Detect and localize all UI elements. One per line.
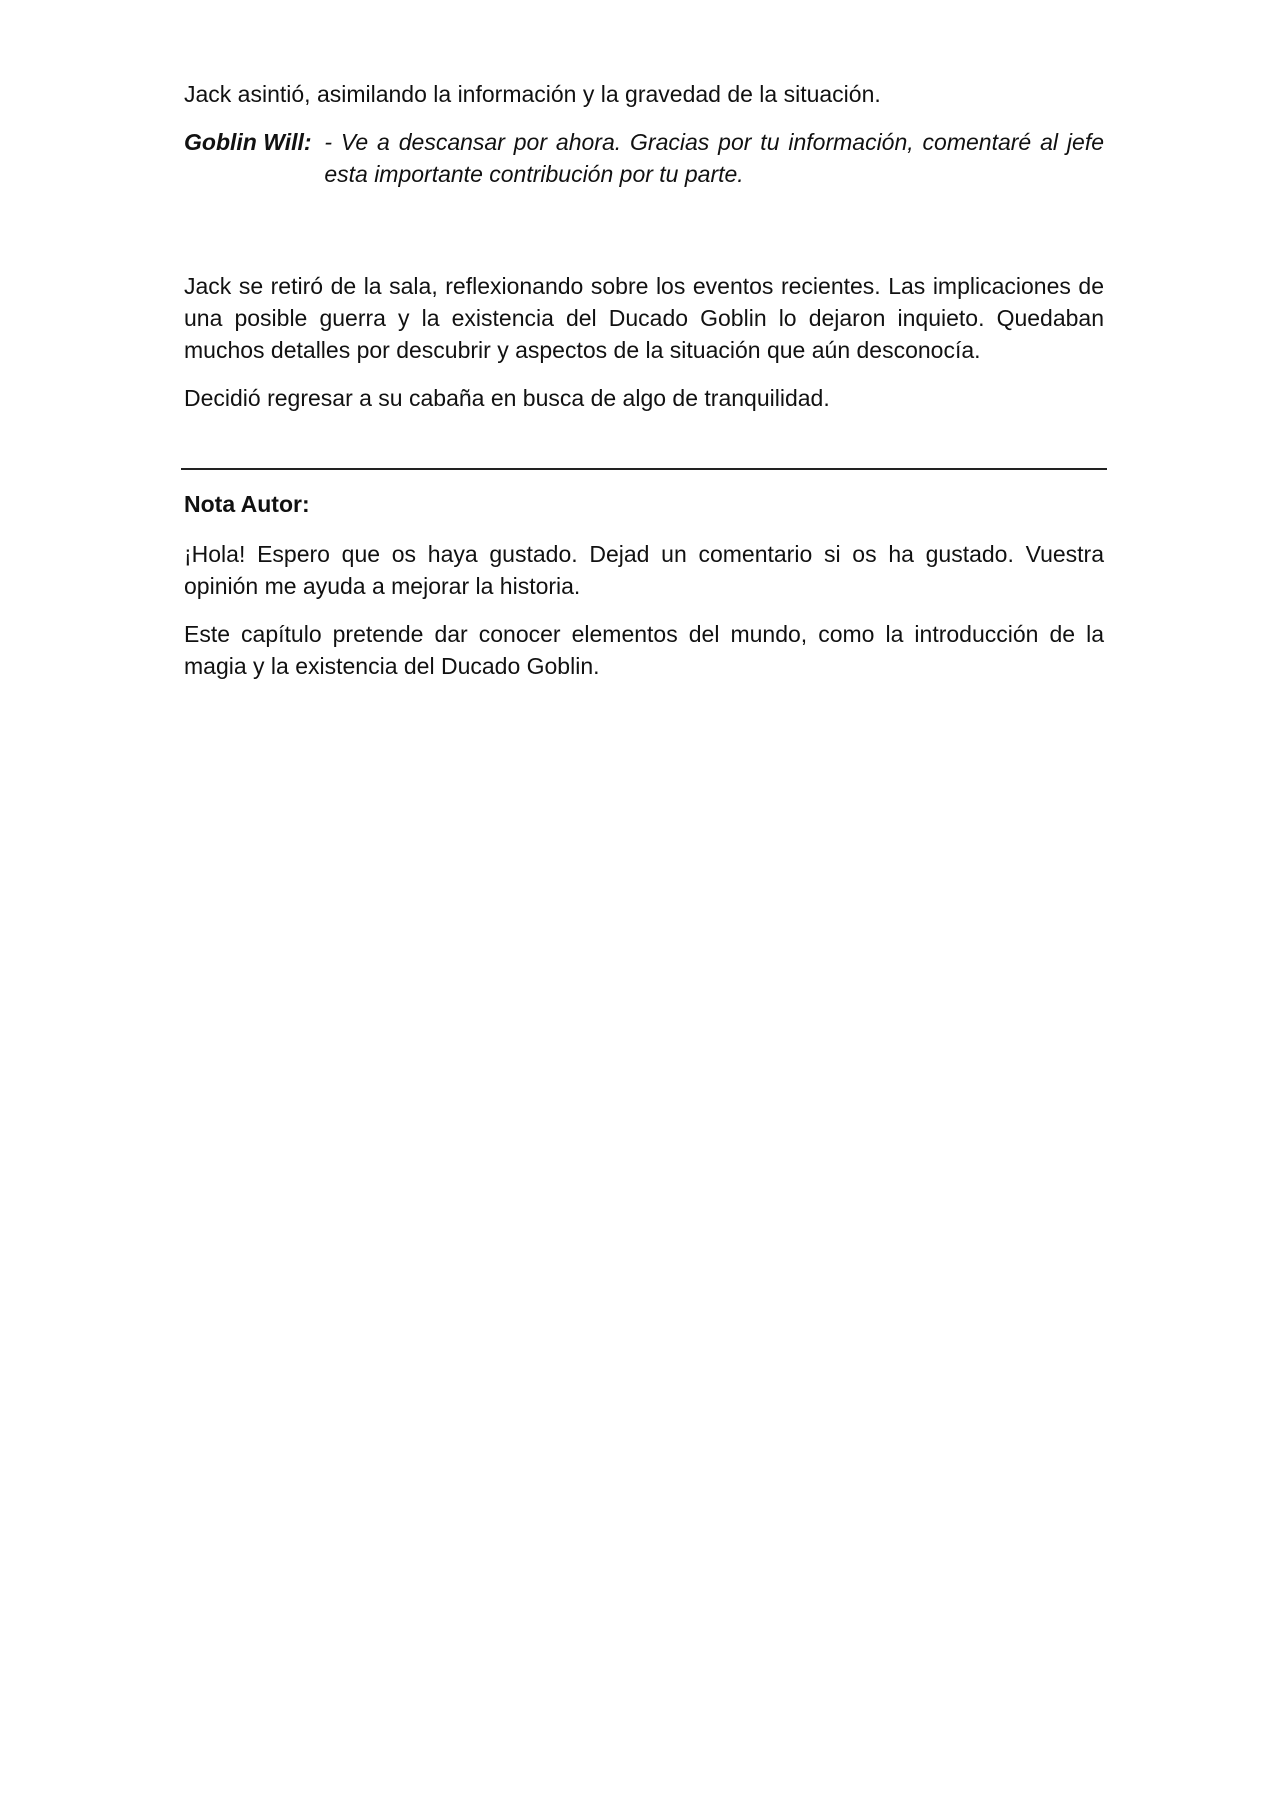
dialogue-gap bbox=[312, 126, 325, 190]
section-spacer bbox=[184, 206, 1104, 270]
author-note-title: Nota Autor: bbox=[184, 491, 310, 517]
story-paragraph-3: Decidió regresar a su cabaña en busca de algo de tranquilidad. bbox=[184, 385, 830, 411]
divider-spacer bbox=[184, 430, 1104, 468]
story-paragraph-2: Jack se retiró de la sala, reflexionando sobre los eventos recientes. Las implicaciones de una posible guerra y la existencia del Ducado Goblin lo dejaron inquieto. Quedaban muchos detalles por descubrir y aspectos de la situación que aún desconocía. bbox=[184, 273, 1104, 363]
author-note-paragraph-2: Este capítulo pretende dar conocer elementos del mundo, como la introducción de la magia y la existencia del Ducado Goblin. bbox=[184, 621, 1104, 679]
section-divider bbox=[181, 468, 1107, 470]
dialogue-line: - Ve a descansar por ahora. Gracias por tu información, comentaré al jefe esta importante contribución por tu parte. bbox=[324, 129, 1104, 187]
author-note-paragraph-1: ¡Hola! Espero que os haya gustado. Dejad un comentario si os ha gustado. Vuestra opinión me ayuda a mejorar la historia. bbox=[184, 541, 1104, 599]
story-paragraph-1: Jack asintió, asimilando la información y la gravedad de la situación. bbox=[184, 81, 881, 107]
dialogue-block bbox=[184, 126, 1104, 190]
dialogue-speaker: Goblin Will: bbox=[184, 129, 312, 155]
page-content bbox=[184, 78, 1104, 698]
